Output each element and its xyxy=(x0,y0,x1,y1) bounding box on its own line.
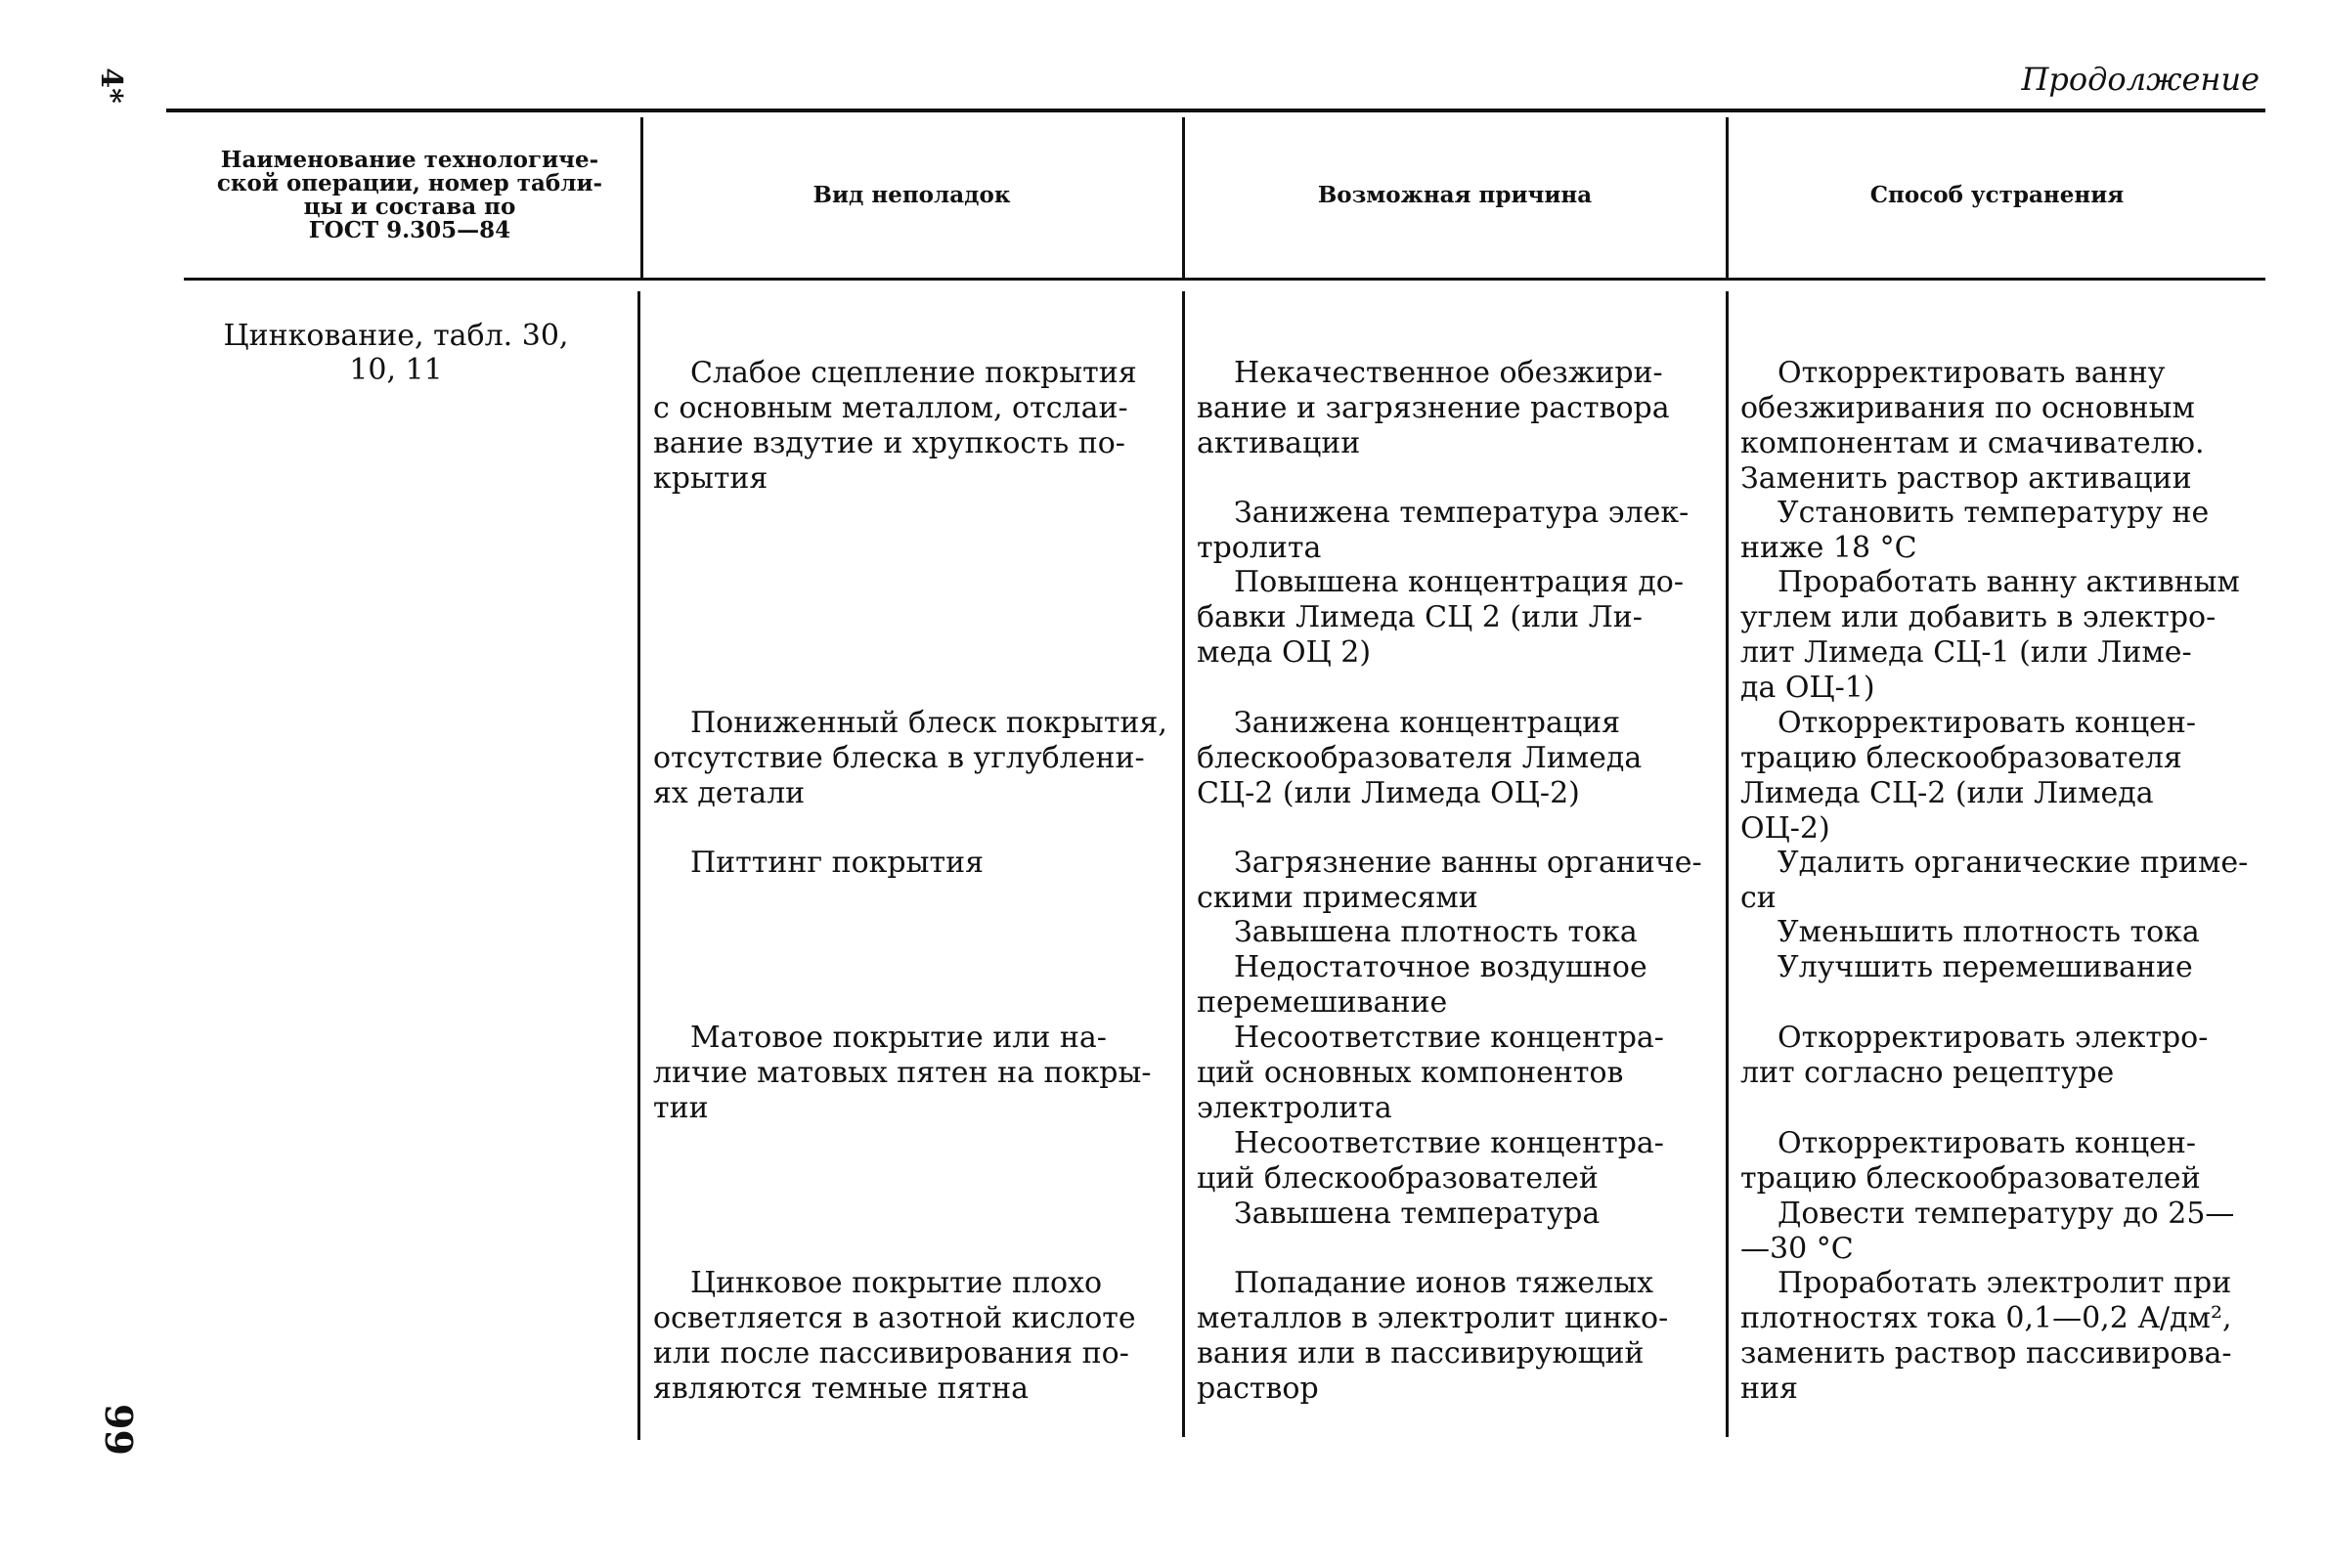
remedy-item: Довести температуру до 25— —30 °С xyxy=(1740,1197,2235,1266)
col-divider-1-body xyxy=(637,291,640,1440)
header-remedy: Способ устранения xyxy=(1869,181,2125,208)
cause-item: Несоответствие концентра- ций основных компонентов электролита xyxy=(1197,1021,1664,1125)
cause-item: Попадание ионов тяжелых металлов в электролит цинко- вания или в пассивирующий раствор xyxy=(1197,1266,1669,1406)
remedy-item: Удалить органические приме- си xyxy=(1740,846,2249,915)
cause-item: Недостаточное воздушное перемешивание xyxy=(1197,950,1647,1020)
cause-item: Завышена температура xyxy=(1234,1197,1601,1231)
cause-item: Занижена концентрация блескообразователя Лимеда СЦ-2 (или Лимеда ОЦ-2) xyxy=(1197,706,1643,810)
remedy-item: Откорректировать концен- трацию блескообразователей xyxy=(1740,1126,2201,1196)
cause-item: Повышена концентрация до- бавки Лимеда СЦ 2 (или Ли- меда ОЦ 2) xyxy=(1197,565,1685,670)
remedy-item: Установить температуру не ниже 18 °С xyxy=(1740,496,2210,565)
defect-item: Питтинг покрытия xyxy=(690,846,984,880)
header-operation: Наименование технологиче- ской операции, номер табли- цы и состава по ГОСТ 9.305—84 xyxy=(216,146,603,244)
header-cause: Возможная причина xyxy=(1317,181,1593,208)
remedy-item: Проработать электролит при плотностях тока 0,1—0,2 А/дм², заменить раствор пассивирова- ния xyxy=(1740,1266,2232,1406)
remedy-item: Проработать ванну активным углем или добавить в электро- лит Лимеда СЦ-1 (или Лиме- да ОЦ-1) xyxy=(1740,565,2240,705)
remedy-item: Откорректировать концен- трацию блескообразователя Лимеда СЦ-2 (или Лимеда ОЦ-2) xyxy=(1740,706,2196,846)
defect-item: Цинковое покрытие плохо осветляется в азотной кислоте или после пассивирования по- являются темные пятна xyxy=(653,1266,1136,1406)
col-divider-3 xyxy=(1726,117,1729,278)
col-divider-1 xyxy=(640,117,643,278)
remedy-item: Улучшить перемешивание xyxy=(1777,950,2193,984)
header-defect: Вид неполадок xyxy=(812,181,1011,208)
cause-item: Загрязнение ванны органиче- скими примесями xyxy=(1197,846,1702,915)
operation-name: Цинкование, табл. 30, 10, 11 xyxy=(223,319,569,387)
remedy-item: Откорректировать электро- лит согласно рецептуре xyxy=(1740,1021,2209,1090)
page-side-mark-top: 4* xyxy=(93,67,128,104)
cause-item: Несоответствие концентра- ций блескообразователей xyxy=(1197,1126,1664,1196)
cause-item: Некачественное обезжири- вание и загрязнение раствора активации xyxy=(1197,356,1670,460)
table-top-rule xyxy=(166,109,2265,112)
remedy-item: Откорректировать ванну обезжиривания по основным компонентам и смачивателю. Заменить раствор активации xyxy=(1740,356,2205,496)
defect-item: Матовое покрытие или на- личие матовых пятен на покры- тии xyxy=(653,1021,1152,1125)
col-divider-3-body xyxy=(1726,291,1729,1437)
page-number: 99 xyxy=(96,1404,141,1456)
defect-item: Слабое сцепление покрытия с основным металлом, отслаи- вание вздутие и хрупкость по- крытия xyxy=(653,356,1137,496)
cause-item: Завышена плотность тока xyxy=(1234,915,1638,949)
defect-item: Пониженный блеск покрытия, отсутствие блеска в углублени- ях детали xyxy=(653,706,1167,810)
col-divider-2 xyxy=(1182,117,1185,278)
cause-item: Занижена температура элек- тролита xyxy=(1197,496,1690,565)
col-divider-2-body xyxy=(1182,291,1185,1437)
continued-label: Продолжение xyxy=(2021,61,2260,98)
table-header-rule xyxy=(184,278,2265,281)
remedy-item: Уменьшить плотность тока xyxy=(1777,915,2200,949)
